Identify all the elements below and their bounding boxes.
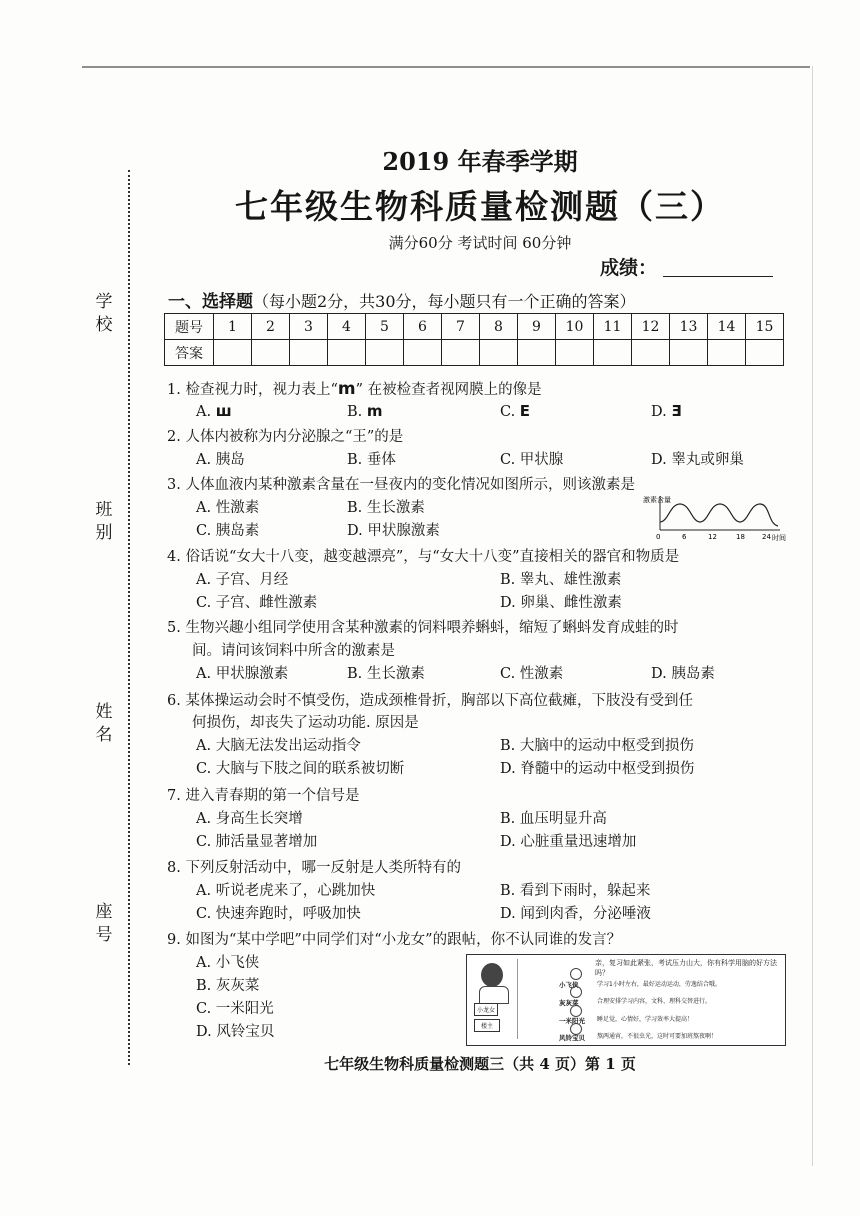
question-9-option-a[interactable]: A. 小飞侠 [196,955,260,971]
answer-cell[interactable] [594,340,632,366]
question-7-stem: 7. 进入青春期的第一个信号是 [167,788,360,804]
reply-message: 合理安排学习内容，文科、理科交替进行。 [597,998,712,1005]
page-footer: 七年级生物科质量检测题三（共 4 页）第 1 页 [324,1055,636,1073]
reply-message: 熬两通宵，不很虫光，这时可要加班熬夜啊！ [597,1033,718,1040]
answer-cell[interactable] [480,340,518,366]
question-5-option-a[interactable]: A. 甲状腺激素 [196,666,289,682]
table-row [165,340,784,366]
chart-curve [660,504,778,526]
question-5-stem-cont: 间。请问该饲料中所含的激素是 [192,643,395,659]
answer-cell[interactable] [708,340,746,366]
answer-cell[interactable] [214,340,252,366]
section-title: 一、选择题 [168,292,253,312]
question-5-option-d[interactable]: D. 胰岛素 [651,666,715,682]
binding-dotted-line [128,170,130,1065]
hormone-chart [642,492,792,548]
question-8-option-d[interactable]: D. 闻到肉香，分泌唾液 [500,906,651,922]
top-rule [82,66,810,68]
question-1-option-b[interactable]: B. m [347,402,383,420]
question-7-option-c[interactable]: C. 肺活量显著增加 [196,834,318,850]
question-2-option-c[interactable]: C. 甲状腺 [500,452,564,468]
question-1-option-c[interactable]: C. E [500,402,531,420]
reply-name: 小飞侠 [559,981,579,989]
reply-message: 睡足觉，心情好，学习效率大提高！ [597,1016,694,1023]
question-7-option-b[interactable]: B. 血压明显升高 [500,811,607,827]
question-7-option-d[interactable]: D. 心脏重量迅速增加 [500,834,637,850]
sidebar-class-label: 班 别 [95,500,113,542]
table-cell: 14 [708,314,746,340]
answer-cell[interactable] [518,340,556,366]
score-label: 成绩： [600,257,658,279]
question-6-option-c[interactable]: C. 大脑与下肢之间的联系被切断 [196,761,405,777]
score-blank[interactable] [663,258,773,277]
question-8-option-c[interactable]: C. 快速奔跑时，呼吸加快 [196,906,361,922]
table-cell: 6 [404,314,442,340]
answer-cell[interactable] [404,340,442,366]
answer-cell[interactable] [442,340,480,366]
avatar [570,968,582,980]
forum-cartoon [466,954,786,1046]
answer-cell[interactable] [670,340,708,366]
question-8-stem: 8. 下列反射活动中，哪一反射是人类所特有的 [167,860,461,876]
sidebar-school-label: 学 校 [95,292,113,334]
question-3-option-a[interactable]: A. 性激素 [196,500,260,516]
table-cell: 2 [252,314,290,340]
term-title: 2019 年春季学期 [382,147,578,176]
section-note: （每小题2分，共30分，每小题只有一个正确的答案） [253,292,636,311]
table-cell: 8 [480,314,518,340]
question-4-option-d[interactable]: D. 卵巢、雌性激素 [500,595,622,611]
reply-message: 学习1小时左右，最好运动运动，劳逸结合哦。 [597,981,721,988]
question-9-stem: 9. 如图为“某中学吧”中同学们对“小龙女”的跟帖，你不认同谁的发言？ [167,932,622,948]
question-5-option-b[interactable]: B. 生长激素 [347,666,425,682]
question-3-option-c[interactable]: C. 胰岛素 [196,523,260,539]
question-5-option-c[interactable]: C. 性激素 [500,666,564,682]
hormone-chart-svg [642,492,792,544]
question-3-option-d[interactable]: D. 甲状腺激素 [347,523,440,539]
answer-cell[interactable] [252,340,290,366]
chart-ylabel: 激素含量 [643,496,671,504]
chart-tick: 6 [682,533,687,541]
chart-tick: 0 [656,533,661,541]
reply-name: 一米阳光 [559,1017,585,1025]
answer-cell[interactable] [290,340,328,366]
question-3-option-b[interactable]: B. 生长激素 [347,500,425,516]
table-row [165,314,784,340]
poster-name: 小龙女 [474,1003,498,1016]
exam-subtitle: 满分60分 考试时间 60分钟 [388,234,572,252]
avatar [570,986,582,998]
exam-title: 七年级生物科质量检测题（三） [235,187,725,226]
question-4-option-a[interactable]: A. 子宫、月经 [196,572,289,588]
question-9-option-b[interactable]: B. 灰灰菜 [196,978,260,994]
question-6-stem-cont: 何损伤，却丧失了运动功能. 原因是 [192,715,419,731]
question-2-option-a[interactable]: A. 胰岛 [196,452,245,468]
question-6-option-d[interactable]: D. 脊髓中的运动中枢受到损伤 [500,761,695,777]
question-4-stem: 4. 俗话说“女大十八变，越变越漂亮”，与“女大十八变”直接相关的器官和物质是 [167,549,680,565]
table-cell: 15 [746,314,784,340]
question-6-option-a[interactable]: A. 大脑无法发出运动指令 [196,738,361,754]
chart-tick: 24 [762,533,771,541]
question-1-option-d[interactable]: D. Ǝ [651,402,682,420]
answer-cell[interactable] [632,340,670,366]
avatar-body [479,986,509,1004]
section-heading [168,287,636,312]
table-cell: 12 [632,314,670,340]
table-cell: 3 [290,314,328,340]
answer-cell[interactable] [366,340,404,366]
poster-panel [471,959,518,1039]
question-9-option-c[interactable]: C. 一米阳光 [196,1001,274,1017]
poster-tag: 楼主 [474,1019,500,1032]
question-8-option-b[interactable]: B. 看到下雨时，躲起来 [500,883,651,899]
table-cell: 题号 [165,314,214,340]
question-2-option-d[interactable]: D. 睾丸或卵巢 [651,452,744,468]
table-cell: 7 [442,314,480,340]
avatar [481,963,503,987]
chart-tick: 18 [736,533,745,541]
table-cell: 答案 [165,340,214,366]
question-6-stem: 6. 某体操运动会时不慎受伤，造成颈椎骨折，胸部以下高位截瘫，下肢没有受到任 [167,693,693,709]
table-cell: 11 [594,314,632,340]
answer-table [164,313,784,366]
question-7-option-a[interactable]: A. 身高生长突增 [196,811,303,827]
question-1-stem: 1. 检查视力时，视力表上“m” 在被检查者视网膜上的像是 [167,379,542,399]
table-cell: 10 [556,314,594,340]
sidebar-seat-label: 座 号 [95,902,113,944]
table-cell: 5 [366,314,404,340]
answer-cell[interactable] [328,340,366,366]
sidebar-name-label: 姓 名 [95,702,113,744]
question-5-stem: 5. 生物兴趣小组同学使用含某种激素的饲料喂养蝌蚪，缩短了蝌蚪发育成蛙的时 [167,620,679,636]
scan-edge-line [812,66,813,1166]
question-3-stem: 3. 人体血液内某种激素含量在一昼夜内的变化情况如图所示，则该激素是 [167,477,635,493]
question-9-option-d[interactable]: D. 风铃宝贝 [196,1024,275,1040]
forum-topic: 亲，复习如此紧张，考试压力山大，你有科学用脑的好方法吗？ [595,959,777,977]
answer-cell[interactable] [746,340,784,366]
table-cell: 4 [328,314,366,340]
reply-name: 灰灰菜 [559,999,579,1007]
question-6-option-b[interactable]: B. 大脑中的运动中枢受到损伤 [500,738,694,754]
question-4-option-b[interactable]: B. 睾丸、雄性激素 [500,572,622,588]
chart-tick: 12 [708,533,717,541]
question-1-option-a[interactable]: A. ш [196,402,232,420]
question-2-option-b[interactable]: B. 垂体 [347,452,396,468]
table-cell: 13 [670,314,708,340]
table-cell: 1 [214,314,252,340]
question-4-option-c[interactable]: C. 子宫、雌性激素 [196,595,318,611]
reply-name: 风铃宝贝 [559,1034,585,1042]
score-field[interactable] [600,253,773,280]
answer-cell[interactable] [556,340,594,366]
question-8-option-a[interactable]: A. 听说老虎来了，心跳加快 [196,883,376,899]
question-2-stem: 2. 人体内被称为内分泌腺之“王”的是 [167,429,404,445]
chart-xlabel: 时间 [772,534,786,542]
table-cell: 9 [518,314,556,340]
